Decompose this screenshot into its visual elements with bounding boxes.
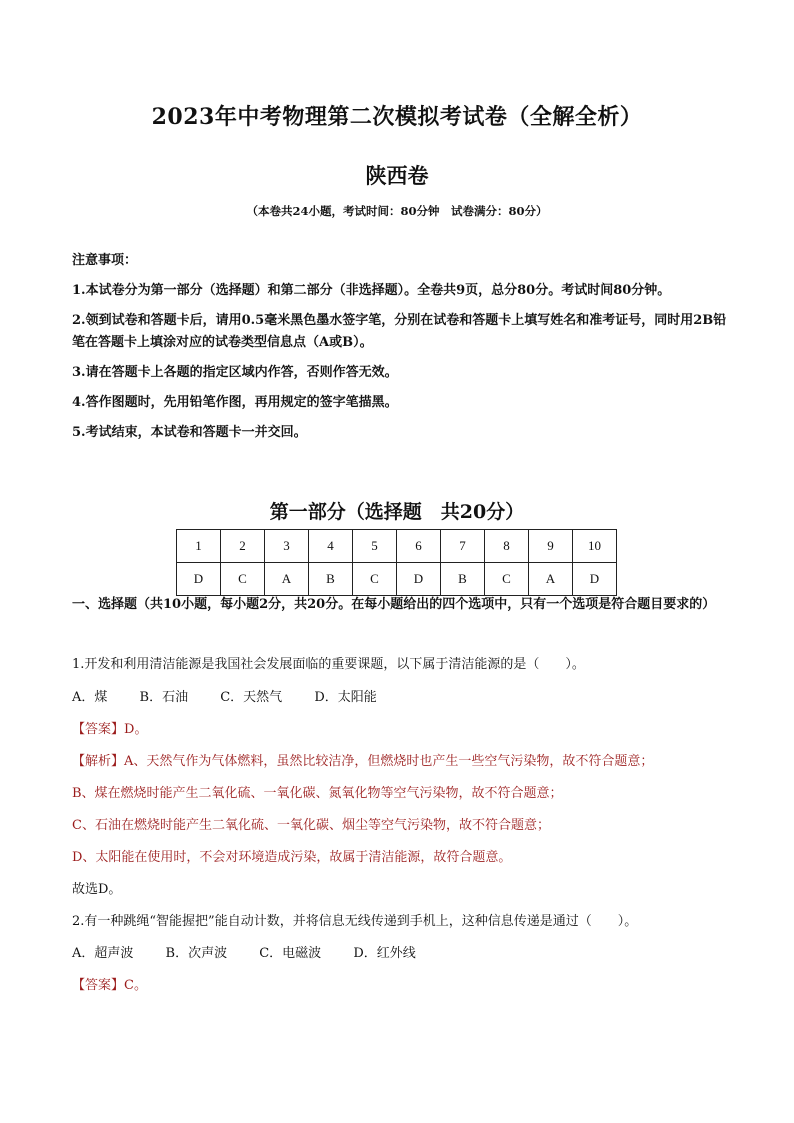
answer-value: D。 bbox=[124, 722, 148, 737]
analysis-label: 【解析】 bbox=[72, 754, 125, 769]
answer-key-number: 9 bbox=[529, 530, 573, 563]
answer-key-answer: C bbox=[353, 563, 397, 596]
answer-key-answer: B bbox=[309, 563, 353, 596]
notes-section bbox=[72, 250, 732, 452]
option: B．次声波 bbox=[165, 946, 228, 961]
answer-key-number: 8 bbox=[485, 530, 529, 563]
option: A．超声波 bbox=[72, 946, 134, 961]
answer-key-answer: D bbox=[397, 563, 441, 596]
answer-key-answer: C bbox=[485, 563, 529, 596]
answer-key-number: 4 bbox=[309, 530, 353, 563]
q1-answer bbox=[72, 720, 742, 740]
answer-key-number: 3 bbox=[265, 530, 309, 563]
page-subtitle: 陕西卷 bbox=[365, 163, 429, 188]
q1-stem: 1.开发和利用清洁能源是我国社会发展面临的重要课题，以下属于清洁能源的是（ ）。 bbox=[72, 657, 585, 672]
option: B．石油 bbox=[139, 690, 189, 705]
analysis-line: B、煤在燃烧时能产生二氧化硫、一氧化碳、氮氧化物等空气污染物，故不符合题意； bbox=[72, 786, 563, 801]
answer-key-answer: C bbox=[221, 563, 265, 596]
note-item: 5.考试结束，本试卷和答题卡一并交回。 bbox=[72, 425, 307, 440]
q1-options bbox=[72, 688, 742, 708]
exam-info: （本卷共24小题，考试时间：80分钟 试卷满分：80分） bbox=[246, 204, 548, 218]
answer-key-table bbox=[176, 529, 617, 596]
section-intro: 一、选择题（共10小题，每小题2分，共20分。在每小题给出的四个选项中，只有一个选项是符合题目要求的） bbox=[72, 597, 716, 612]
answer-label: 【答案】 bbox=[72, 978, 125, 993]
option: A．煤 bbox=[72, 690, 108, 705]
answer-key-answer: A bbox=[265, 563, 309, 596]
answer-key-answer: B bbox=[441, 563, 485, 596]
answer-key-number: 5 bbox=[353, 530, 397, 563]
answer-label: 【答案】 bbox=[72, 722, 125, 737]
part1-title: 第一部分（选择题 共20分） bbox=[269, 501, 525, 523]
answer-key-number: 1 bbox=[177, 530, 221, 563]
q2-answer bbox=[72, 976, 742, 996]
answer-key-number: 2 bbox=[221, 530, 265, 563]
answer-key-number: 6 bbox=[397, 530, 441, 563]
option: D．太阳能 bbox=[314, 690, 377, 705]
answer-key-answer: A bbox=[529, 563, 573, 596]
option: D．红外线 bbox=[353, 946, 416, 961]
note-item: 3.请在答题卡上各题的指定区域内作答，否则作答无效。 bbox=[72, 365, 398, 380]
answer-key-answer: D bbox=[177, 563, 221, 596]
analysis-line: C、石油在燃烧时能产生二氧化硫、一氧化碳、烟尘等空气污染物，故不符合题意； bbox=[72, 818, 550, 833]
q1-analysis bbox=[72, 752, 742, 772]
answer-key-number: 10 bbox=[573, 530, 617, 563]
note-item: 4.答作图题时，先用铅笔作图，再用规定的签字笔描黑。 bbox=[72, 395, 398, 410]
q1-conclusion: 故选D。 bbox=[72, 882, 122, 897]
q2-options bbox=[72, 944, 742, 964]
note-item: 2.领到试卷和答题卡后，请用0.5毫米黑色墨水签字笔，分别在试卷和答题卡上填写姓名和准考证号，同时用2B铅笔在答题卡上填涂对应的试卷类型信息点（A或B）。 bbox=[72, 313, 727, 350]
note-item: 1.本试卷分为第一部分（选择题）和第二部分（非选择题）。全卷共9页，总分80分。考试时间80分钟。 bbox=[72, 283, 671, 298]
page-title: 2023年中考物理第二次模拟考试卷（全解全析） bbox=[151, 104, 643, 130]
answer-key-answer: D bbox=[573, 563, 617, 596]
answer-key-number: 7 bbox=[441, 530, 485, 563]
answer-key-answer-row bbox=[177, 563, 617, 596]
option: C．天然气 bbox=[220, 690, 283, 705]
notes-heading: 注意事项： bbox=[72, 253, 138, 268]
answer-value: C。 bbox=[124, 978, 147, 993]
answer-key-number-row bbox=[177, 530, 617, 563]
option: C．电磁波 bbox=[259, 946, 322, 961]
analysis-line: D、太阳能在使用时，不会对环境造成污染，故属于清洁能源，故符合题意。 bbox=[72, 850, 512, 865]
q2-stem: 2.有一种跳绳“智能握把”能自动计数，并将信息无线传递到手机上，这种信息传递是通过（ ）。 bbox=[72, 914, 638, 929]
analysis-line: A、天然气作为气体燃料，虽然比较洁净，但燃烧时也产生一些空气污染物，故不符合题意； bbox=[124, 754, 654, 769]
